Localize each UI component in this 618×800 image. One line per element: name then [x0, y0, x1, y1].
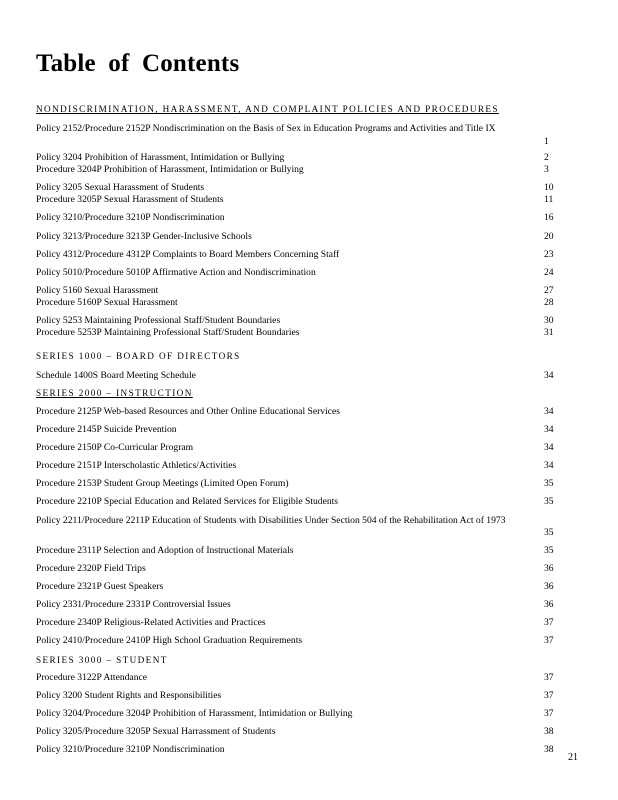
section-heading-nondiscrimination: NONDISCRIMINATION, HARASSMENT, AND COMPLAINT POLICIES AND PROCEDURES	[36, 104, 499, 114]
entry-page: 3	[544, 164, 549, 175]
entry-title: Policy 5253 Maintaining Professional Staff/Student Boundaries	[36, 315, 281, 326]
entry-page: 37	[544, 708, 554, 719]
entry-title: Policy 3213/Procedure 3213P Gender-Inclusive Schools	[36, 231, 252, 242]
entry-title: Policy 3210/Procedure 3210P Nondiscrimination	[36, 212, 225, 223]
entry-title: Policy 5160 Sexual Harassment	[36, 285, 159, 296]
entry-title: Policy 3204 Prohibition of Harassment, Intimidation or Bullying	[36, 152, 285, 163]
entry-page: 37	[544, 690, 554, 701]
entry-title: Procedure 2153P Student Group Meetings (Limited Open Forum)	[36, 478, 289, 489]
entry-title: Policy 2331/Procedure 2331P Controversial Issues	[36, 599, 231, 610]
entry-title: Policy 3210/Procedure 3210P Nondiscrimination	[36, 744, 225, 755]
entry-page: 10	[544, 182, 554, 193]
entry-page: 36	[544, 581, 554, 592]
entry-page: 35	[544, 545, 554, 556]
entry-page: 35	[544, 478, 554, 489]
entry-title: Procedure 3204P Prohibition of Harassment, Intimidation or Bullying	[36, 164, 304, 175]
entry-page: 30	[544, 315, 554, 326]
entry-page: 34	[544, 424, 554, 435]
entry-title: Policy 2410/Procedure 2410P High School Graduation Requirements	[36, 635, 303, 646]
entry-page: 31	[544, 327, 554, 338]
entry-title: Procedure 2311P Selection and Adoption of Instructional Materials	[36, 545, 294, 556]
entry-title: Procedure 2321P Guest Speakers	[36, 581, 164, 592]
entry-title: Policy 3200 Student Rights and Responsibilities	[36, 690, 222, 701]
entry-page: 11	[544, 194, 554, 205]
entry-page: 35	[544, 496, 554, 507]
entry-page: 38	[544, 726, 554, 737]
entry-page: 24	[544, 267, 554, 278]
entry-title: Policy 2211/Procedure 2211P Education of Students with Disabilities Under Section 504 of the Rehabilitation Act of 1973	[36, 515, 506, 526]
entry-title: Policy 5010/Procedure 5010P Affirmative Action and Nondiscrimination	[36, 267, 316, 278]
entry-page: 38	[544, 744, 554, 755]
entry-title: Policy 3205/Procedure 3205P Sexual Harrassment of Students	[36, 726, 276, 737]
entry-title: Procedure 2151P Interscholastic Athletics/Activities	[36, 460, 237, 471]
entry-title: Policy 3205 Sexual Harassment of Students	[36, 182, 205, 193]
entry-title: Procedure 2125P Web-based Resources and Other Online Educational Services	[36, 406, 341, 417]
page-number: 21	[568, 752, 578, 763]
entry-title: Policy 4312/Procedure 4312P Complaints to Board Members Concerning Staff	[36, 249, 340, 260]
entry-title: Procedure 2150P Co-Curricular Program	[36, 442, 194, 453]
entry-page: 1	[544, 136, 549, 147]
entry-page: 35	[544, 527, 554, 538]
entry-title: Procedure 2210P Special Education and Related Services for Eligible Students	[36, 496, 339, 507]
entry-title: Schedule 1400S Board Meeting Schedule	[36, 370, 196, 381]
page-title: Table of Contents	[36, 50, 240, 77]
entry-title: Policy 3204/Procedure 3204P Prohibition of Harassment, Intimidation or Bullying	[36, 708, 353, 719]
entry-page: 36	[544, 563, 554, 574]
entry-page: 20	[544, 231, 554, 242]
entry-title: Procedure 3122P Attendance	[36, 672, 148, 683]
table-of-contents	[36, 0, 556, 800]
entry-page: 37	[544, 635, 554, 646]
entry-title: Policy 2152/Procedure 2152P Nondiscrimination on the Basis of Sex in Education Programs and Activities and Title IX	[36, 123, 496, 134]
section-heading-series-1000: SERIES 1000 – BOARD OF DIRECTORS	[36, 351, 241, 361]
entry-page: 34	[544, 460, 554, 471]
entry-page: 37	[544, 617, 554, 628]
entry-page: 27	[544, 285, 554, 296]
entry-page: 36	[544, 599, 554, 610]
entry-title: Procedure 5253P Maintaining Professional Staff/Student Boundaries	[36, 327, 300, 338]
section-heading-series-3000: SERIES 3000 – STUDENT	[36, 655, 168, 665]
section-heading-series-2000: SERIES 2000 – INSTRUCTION	[36, 388, 193, 398]
entry-page: 28	[544, 297, 554, 308]
entry-title: Procedure 3205P Sexual Harassment of Students	[36, 194, 224, 205]
entry-title: Procedure 2340P Religious-Related Activities and Practices	[36, 617, 266, 628]
entry-title: Procedure 2320P Field Trips	[36, 563, 146, 574]
entry-page: 34	[544, 442, 554, 453]
entry-title: Procedure 5160P Sexual Harassment	[36, 297, 178, 308]
entry-page: 16	[544, 212, 554, 223]
entry-page: 34	[544, 370, 554, 381]
entry-page: 37	[544, 672, 554, 683]
entry-page: 23	[544, 249, 554, 260]
entry-page: 34	[544, 406, 554, 417]
entry-title: Procedure 2145P Suicide Prevention	[36, 424, 177, 435]
entry-page: 2	[544, 152, 549, 163]
